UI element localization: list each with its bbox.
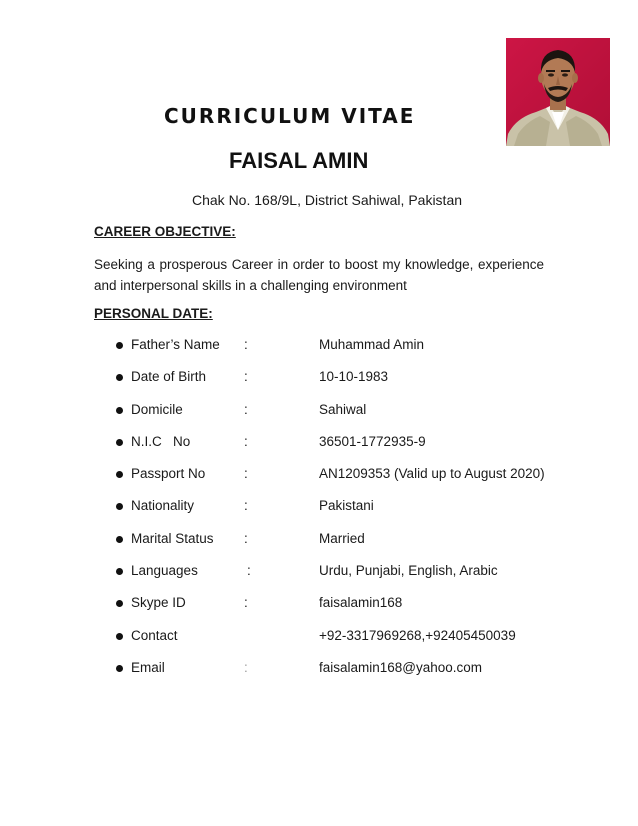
document-title: CURRICULUM VITAE <box>164 104 416 128</box>
profile-photo <box>506 38 610 146</box>
detail-label: Domicile <box>131 401 183 417</box>
detail-row-fathers-name <box>94 336 574 368</box>
bullet-icon <box>116 665 123 672</box>
detail-value: Urdu, Punjabi, English, Arabic <box>319 563 498 579</box>
bullet-icon <box>116 600 123 607</box>
detail-row-marital-status <box>94 530 574 562</box>
detail-row-skype-id <box>94 594 574 626</box>
bullet-icon <box>116 536 123 543</box>
bullet-icon <box>116 633 123 640</box>
detail-separator: : <box>244 498 248 514</box>
detail-label: Nationality <box>131 498 195 514</box>
detail-label: Marital Status <box>131 530 214 546</box>
detail-row-passport <box>94 465 574 497</box>
detail-separator: : <box>244 433 248 449</box>
detail-value: 36501-1772935-9 <box>319 433 426 449</box>
detail-label: N.I.C No <box>131 433 191 449</box>
detail-separator: : <box>244 595 248 611</box>
detail-value: Married <box>319 530 365 546</box>
career-objective-text: Seeking a prosperous Career in order to boost my knowledge, experience and interpersonal skills in a challenging environment <box>94 257 544 293</box>
bullet-icon <box>116 374 123 381</box>
detail-separator: : <box>244 401 248 417</box>
detail-separator: : <box>244 659 248 675</box>
detail-label: Contact <box>131 627 178 643</box>
personal-data-heading: PERSONAL DATE: <box>94 306 213 321</box>
detail-row-nic <box>94 433 574 465</box>
detail-row-date-of-birth <box>94 368 574 400</box>
detail-value: Sahiwal <box>319 401 367 417</box>
detail-separator: : <box>247 563 251 579</box>
detail-label: Languages <box>131 563 198 579</box>
detail-label: Skype ID <box>131 595 186 611</box>
bullet-icon <box>116 407 123 414</box>
personal-details-list <box>94 336 574 691</box>
detail-label: Father’s Name <box>131 337 220 352</box>
bullet-icon <box>116 503 123 510</box>
bullet-icon <box>116 342 123 349</box>
detail-value: 10-10-1983 <box>319 369 389 385</box>
detail-separator: : <box>244 466 248 482</box>
candidate-address: Chak No. 168/9L, District Sahiwal, Pakistan <box>192 192 463 208</box>
detail-value: +92-3317969268,+92405450039 <box>319 627 516 643</box>
detail-row-languages <box>94 562 574 594</box>
detail-separator: : <box>244 337 248 352</box>
career-objective-heading: CAREER OBJECTIVE: <box>94 224 236 239</box>
bullet-icon <box>116 439 123 446</box>
detail-value: Pakistani <box>319 498 374 514</box>
detail-separator: : <box>244 530 248 546</box>
detail-row-domicile <box>94 401 574 433</box>
detail-value: Muhammad Amin <box>319 337 425 352</box>
detail-value: AN1209353 (Valid up to August 2020) <box>319 466 545 482</box>
detail-label: Passport No <box>131 466 206 482</box>
bullet-icon <box>116 471 123 478</box>
bullet-icon <box>116 568 123 575</box>
detail-label: Date of Birth <box>131 369 207 385</box>
detail-label: Email <box>131 659 165 675</box>
detail-value: faisalamin168 <box>319 595 403 611</box>
detail-row-nationality <box>94 497 574 529</box>
candidate-name: FAISAL AMIN <box>229 148 369 173</box>
detail-separator: : <box>244 369 248 385</box>
detail-value: faisalamin168@yahoo.com <box>319 659 483 675</box>
detail-row-contact <box>94 627 574 659</box>
detail-row-email <box>94 659 574 691</box>
